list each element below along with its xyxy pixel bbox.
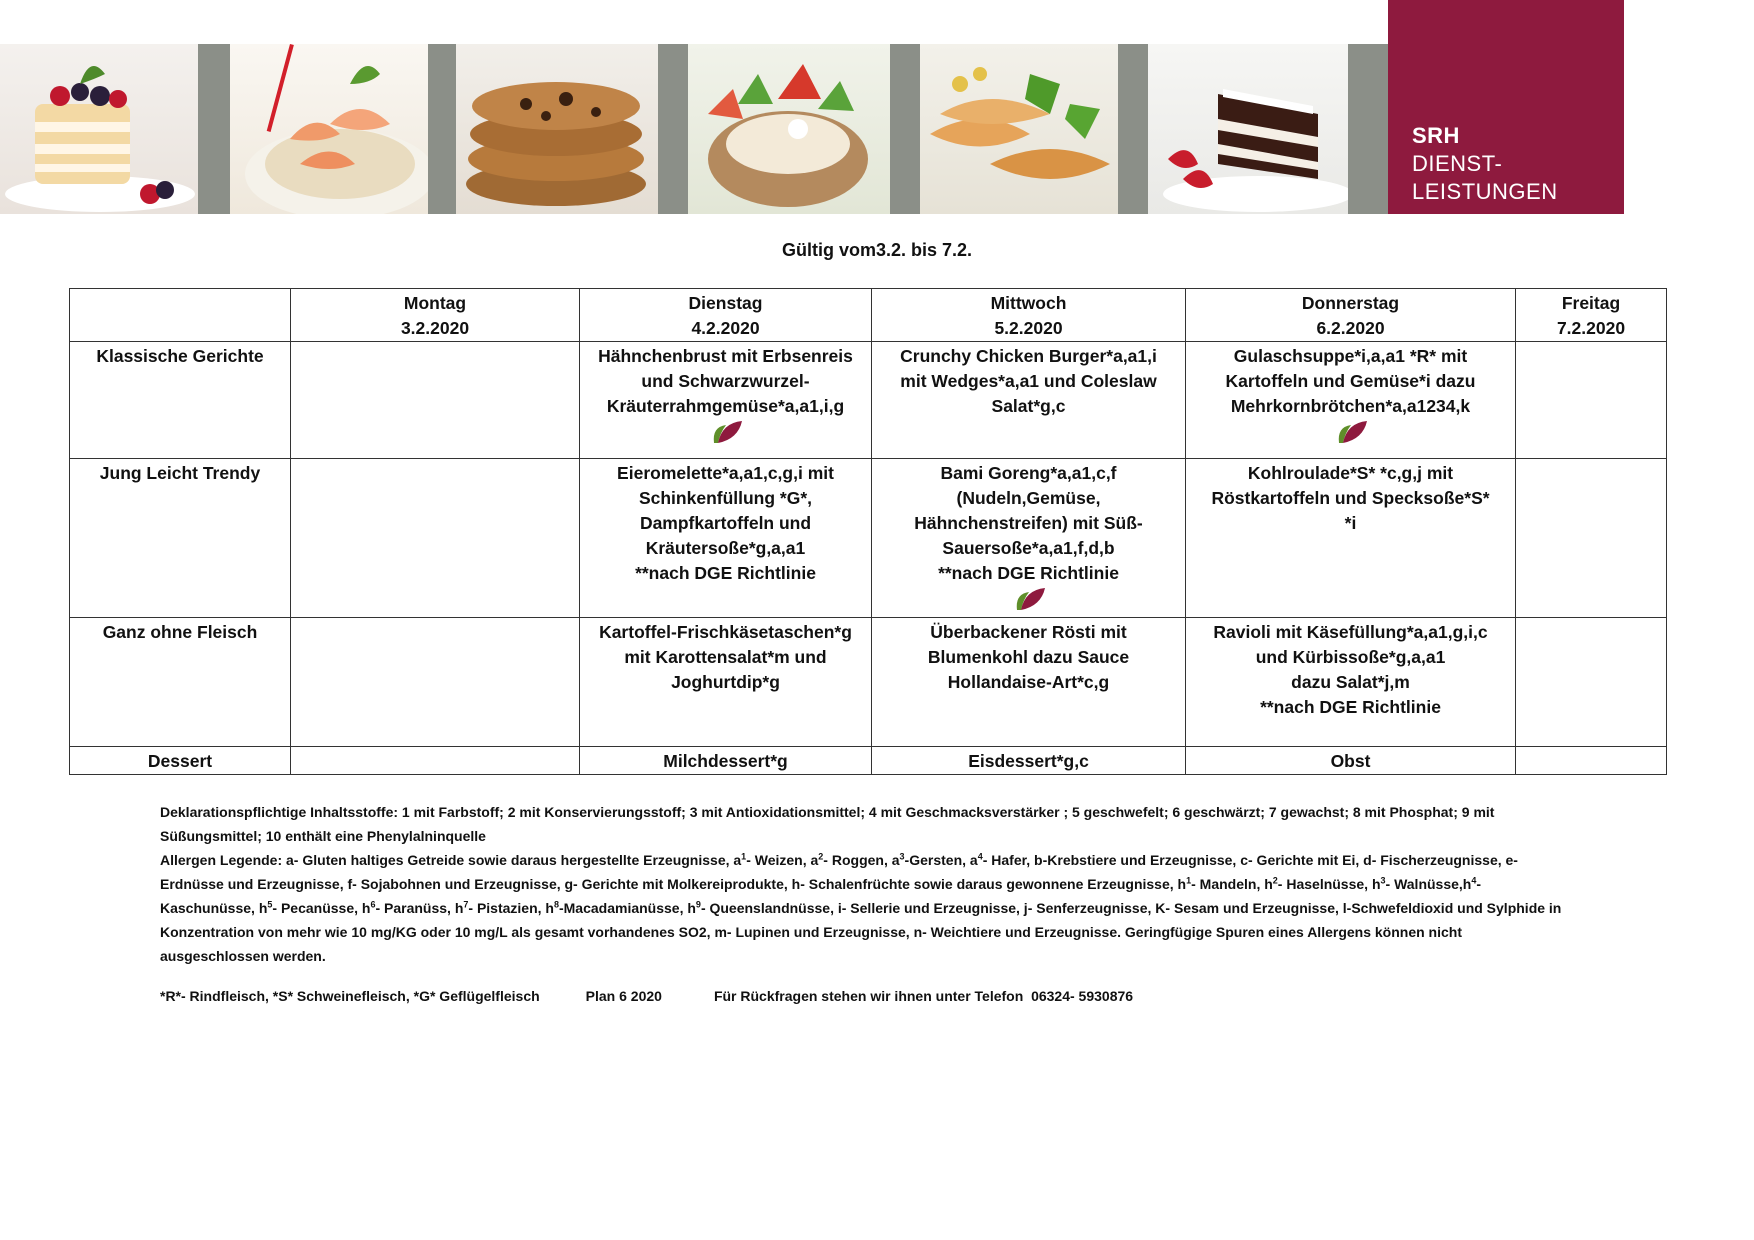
dish-line: Obst (1330, 751, 1371, 771)
dish-line: *i (1344, 513, 1357, 533)
row-label: Klassische Gerichte (96, 346, 264, 366)
dish-line: Kartoffeln und Gemüse*i dazu (1225, 371, 1476, 391)
dish-line: Blumenkohl dazu Sauce (927, 647, 1130, 667)
superscript: 7 (463, 899, 469, 910)
dish-line: und Kürbissoße*g,a,a1 (1255, 647, 1446, 667)
meal-cell-dienstag (580, 747, 872, 775)
allergen-line (160, 872, 1600, 896)
allergen-line (160, 896, 1600, 920)
meal-cell-dienstag (580, 459, 872, 618)
legend-text: - Pistazien, h (468, 900, 554, 916)
legend-text: - Haselnüsse, h (1277, 876, 1381, 892)
baked-potato-photo (688, 44, 890, 214)
dge-note: **nach DGE Richtlinie (1260, 697, 1441, 717)
dish-line: mit Wedges*a,a1 und Coleslaw (900, 371, 1157, 391)
dish-line: Dampfkartoffeln und (639, 513, 812, 533)
superscript: 4 (1471, 875, 1477, 886)
table-row-ganz-ohne-fleisch (70, 618, 1667, 747)
dish-line: Ravioli mit Käsefüllung*a,a1,g,i,c (1213, 622, 1488, 642)
meal-cell-montag (291, 747, 580, 775)
row-label: Dessert (147, 751, 213, 771)
validity-title: Gültig vom3.2. bis 7.2. (781, 240, 973, 260)
meal-cell-freitag (1516, 459, 1667, 618)
meal-cell-donnerstag (1186, 747, 1516, 775)
superscript: 4 (977, 851, 983, 862)
healthy-leaf-icon (708, 419, 744, 445)
day-date: 4.2.2020 (691, 318, 760, 338)
photo-separator (1118, 44, 1148, 214)
superscript: 3 (899, 851, 905, 862)
meal-cell-freitag (1516, 747, 1667, 775)
dish-line: Bami Goreng*a,a1,c,f (940, 463, 1117, 483)
row-label-cell (70, 618, 291, 747)
brand-line-2: DIENST- (1412, 151, 1503, 176)
dish-line: Sauersoße*a,a1,f,d,b (942, 538, 1115, 558)
dge-note: **nach DGE Richtlinie (635, 563, 816, 583)
dish-line: Kräutersoße*g,a,a1 (645, 538, 806, 558)
header-banner (0, 0, 1754, 214)
day-header-freitag (1516, 289, 1667, 342)
day-name: Mittwoch (990, 293, 1067, 313)
corner-cell (70, 289, 291, 342)
row-label: Jung Leicht Trendy (99, 463, 261, 483)
dish-line: (Nudeln,Gemüse, (956, 488, 1101, 508)
legend-text: - Hafer, b-Krebstiere und Erzeugnisse, c- Gerichte mit Ei, d- Fischerzeugnisse, e- (982, 852, 1518, 868)
table-header-row (70, 289, 1667, 342)
row-label: Ganz ohne Fleisch (102, 622, 258, 642)
plan-number: Plan 6 2020 (585, 988, 662, 1004)
dish-line: Joghurtdip*g (671, 672, 780, 692)
dish-line: Kartoffel-Frischkäsetaschen*g (599, 622, 852, 642)
footer-line (160, 988, 1133, 1004)
declaration-line: Deklarationspflichtige Inhaltsstoffe: 1 mit Farbstoff; 2 mit Konservierungsstoff; 3 mit Antioxidationsmittel; 4 mit Geschmacksverstärker ; 5 geschwefelt; 6 geschwärzt; 7 gewachst; 8 mit Phosphat; 9 mit (160, 804, 1495, 820)
dessert-cake-photo (0, 44, 198, 214)
row-label-cell (70, 747, 291, 775)
photo-separator (890, 44, 920, 214)
shrimp-rice-photo (230, 44, 428, 214)
legend-text: - Paranüss, h (375, 900, 464, 916)
day-header-dienstag (580, 289, 872, 342)
allergen-line: Konzentration von mehr wie 10 mg/KG oder 10 mg/L als gesamt vorhandenes SO2, m- Lupinen und Erzeugnisse, n- Weichtiere und Erzeugnisse. Geringfügige Spuren eines Allergens können nicht (160, 924, 1462, 940)
day-header-montag (291, 289, 580, 342)
meal-cell-donnerstag (1186, 459, 1516, 618)
declaration-line: Süßungsmittel; 10 enthält eine Phenylalninquelle (160, 828, 486, 844)
table-row-klassische-gerichte (70, 342, 1667, 459)
legend-text: - Roggen, a (823, 852, 900, 868)
grilled-chicken-photo (920, 44, 1118, 214)
dish-line: Crunchy Chicken Burger*a,a1,i (900, 346, 1157, 366)
legend-text: - (1476, 876, 1482, 892)
dge-note: **nach DGE Richtlinie (938, 563, 1119, 583)
meal-cell-mittwoch (872, 459, 1186, 618)
dish-line: Hähnchenbrust mit Erbsenreis (598, 346, 853, 366)
legend-text: - Mandeln, h (1191, 876, 1273, 892)
legend-text: - Queenslandnüsse, i- Sellerie und Erzeugnisse, j- Senferzeugnisse, K- Sesam und Erzeugnisse, l-Schwefeldioxid und Sylphide in (700, 900, 1562, 916)
dish-line: Gulaschsuppe*i,a,a1 *R* mit (1233, 346, 1468, 366)
superscript: 8 (553, 899, 559, 910)
meal-cell-montag (291, 618, 580, 747)
dish-line: Schinkenfüllung *G*, (638, 488, 813, 508)
chocolate-cake-photo (1148, 44, 1348, 214)
dish-line: dazu Salat*j,m (1291, 672, 1410, 692)
day-name: Dienstag (688, 293, 763, 313)
day-date: 3.2.2020 (400, 318, 470, 338)
superscript: 2 (818, 851, 824, 862)
meal-cell-mittwoch (872, 618, 1186, 747)
table-row-jung-leicht-trendy (70, 459, 1667, 618)
legend-text: Erdnüsse und Erzeugnisse, f- Sojabohnen und Erzeugnisse, g- Gerichte mit Molkereiprodukte, h- Schalenfrüchte sowie daraus gewonnene Erzeugnisse, h (160, 876, 1187, 892)
day-date: 5.2.2020 (994, 318, 1063, 338)
meal-cell-freitag (1516, 618, 1667, 747)
day-date: 6.2.2020 (1316, 318, 1385, 338)
meal-cell-freitag (1516, 342, 1667, 459)
dish-line: Röstkartoffeln und Specksoße*S* (1211, 488, 1490, 508)
meal-cell-dienstag (580, 618, 872, 747)
brand-line-3: LEISTUNGEN (1412, 179, 1558, 204)
table-row-dessert (70, 747, 1667, 775)
day-header-mittwoch (872, 289, 1186, 342)
day-header-donnerstag (1186, 289, 1516, 342)
superscript: 2 (1272, 875, 1278, 886)
dish-line: mit Karottensalat*m und (624, 647, 827, 667)
dish-line: Hähnchenstreifen) mit Süß- (914, 513, 1143, 533)
superscript: 9 (695, 899, 701, 910)
dish-line: Überbackener Rösti mit (930, 622, 1127, 642)
menu-table (69, 288, 1667, 775)
dish-line: Salat*g,c (991, 396, 1066, 416)
meal-cell-donnerstag (1186, 342, 1516, 459)
superscript: 1 (741, 851, 747, 862)
cookies-photo (456, 44, 658, 214)
dish-line: Milchdessert*g (663, 751, 788, 771)
legend-text: - Walnüsse,h (1385, 876, 1472, 892)
allergen-line (160, 848, 1600, 872)
healthy-leaf-icon (1333, 419, 1369, 445)
day-name: Freitag (1561, 293, 1621, 313)
brand-logo (1388, 0, 1624, 214)
superscript: 5 (267, 899, 273, 910)
allergen-line: ausgeschlossen werden. (160, 948, 326, 964)
legend-text: - Weizen, a (746, 852, 819, 868)
meal-cell-mittwoch (872, 342, 1186, 459)
dish-line: Mehrkornbrötchen*a,a1234,k (1230, 396, 1471, 416)
photo-separator (198, 44, 230, 214)
meal-cell-montag (291, 342, 580, 459)
superscript: 6 (370, 899, 376, 910)
meal-cell-donnerstag (1186, 618, 1516, 747)
contact-phone: Für Rückfragen stehen wir ihnen unter Telefon 06324- 5930876 (713, 988, 1134, 1004)
brand-name: SRH (1412, 123, 1460, 148)
dish-line: und Schwarzwurzel- (641, 371, 810, 391)
superscript: 3 (1380, 875, 1386, 886)
meal-cell-dienstag (580, 342, 872, 459)
dish-line: Hollandaise-Art*c,g (947, 672, 1110, 692)
dish-line: Kräuterrahmgemüse*a,a1,i,g (606, 396, 845, 416)
legend-text: Kaschunüsse, h (160, 900, 268, 916)
legend-text: -Macadamianüsse, h (558, 900, 696, 916)
superscript: 1 (1186, 875, 1192, 886)
dish-line: Kohlroulade*S* *c,g,j mit (1247, 463, 1454, 483)
row-label-cell (70, 342, 291, 459)
legend-text: - Pecanüsse, h (272, 900, 371, 916)
meat-key: *R*- Rindfleisch, *S* Schweinefleisch, *G* Geflügelfleisch (160, 988, 540, 1004)
photo-separator (658, 44, 688, 214)
legend-text: -Gersten, a (904, 852, 978, 868)
healthy-leaf-icon (1011, 586, 1047, 612)
dish-line: Eisdessert*g,c (968, 751, 1089, 771)
allergen-legend (160, 800, 1600, 968)
dish-line: Eieromelette*a,a1,c,g,i mit (617, 463, 834, 483)
day-name: Montag (403, 293, 467, 313)
meal-cell-mittwoch (872, 747, 1186, 775)
row-label-cell (70, 459, 291, 618)
legend-text: Allergen Legende: a- Gluten haltiges Getreide sowie daraus hergestellte Erzeugnisse, a (160, 852, 742, 868)
meal-cell-montag (291, 459, 580, 618)
photo-separator (428, 44, 456, 214)
day-date: 7.2.2020 (1556, 318, 1626, 338)
day-name: Donnerstag (1301, 293, 1400, 313)
